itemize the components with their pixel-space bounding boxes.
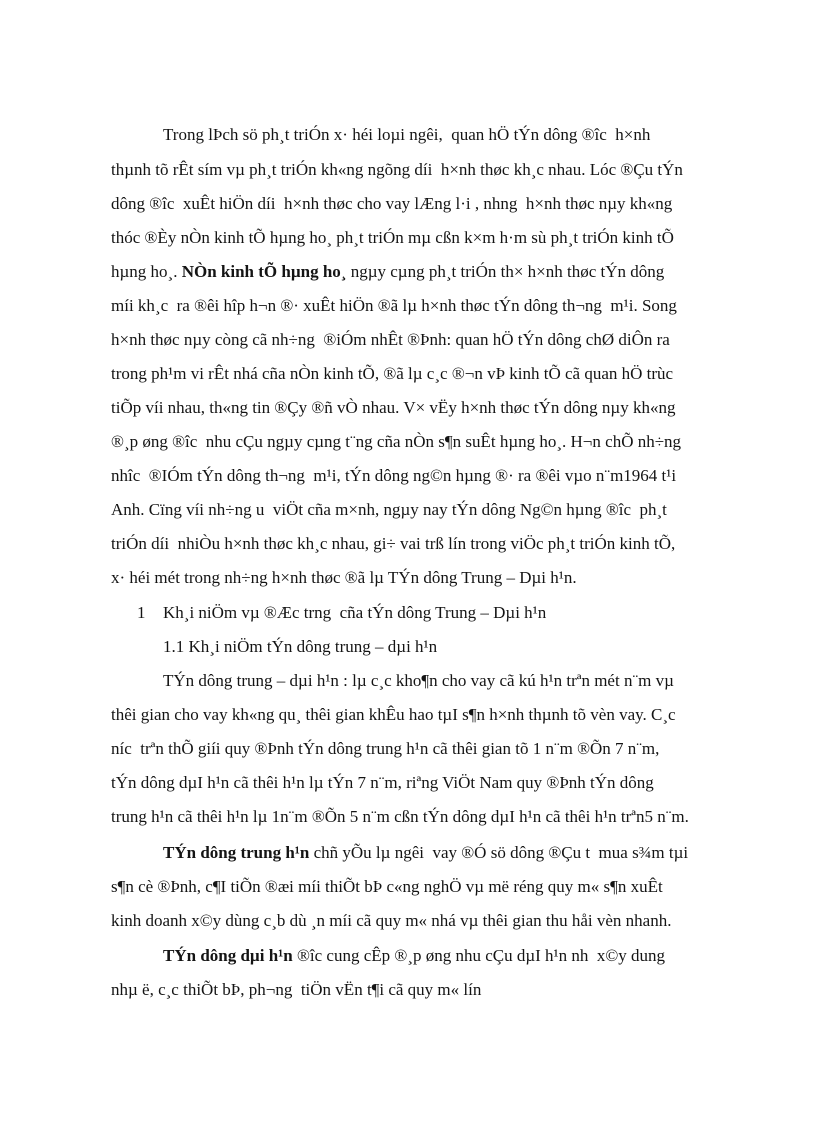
paragraph-line: triÓn díi nhiÒu h×nh thøc kh¸c nhau, gi÷ vai trß lín trong viÖc ph¸t triÓn kinh tÕ, — [111, 534, 676, 553]
paragraph-line: s¶n cè ®Þnh, c¶I tiÕn ®æi míi thiÕt bÞ c«ng nghÖ vµ më réng quy m« s¶n xuÊt — [111, 877, 663, 896]
paragraph-line: thµnh tõ rÊt sím vµ ph¸t triÓn kh«ng ngõng díi h×nh thøc kh¸c nhau. Lóc ®Çu tÝn — [111, 160, 683, 179]
bold-term: TÝn dông dµi h¹n — [163, 946, 293, 965]
paragraph-line: Trong lÞch sö ph¸t triÓn x· héi loµi ngêi, quan hÖ tÝn dông ®îc h×nh — [163, 125, 651, 144]
paragraph-line: tÝn dông dµI h¹n cã thêi h¹n lµ tÝn 7 n¨m, riªng ViÖt Nam quy ®Þnh tÝn dông — [111, 773, 654, 792]
paragraph-line — [111, 262, 664, 282]
text-run: ®îc cung cÊp ®¸p øng nhu cÇu dµI h¹n nh x©y dung — [292, 946, 666, 965]
text-run: chñ yÕu lµ ngêi vay ®Ó sö dông ®Çu t mua s¾m tµi — [309, 843, 689, 862]
text-run: ngµy cµng ph¸t triÓn th× h×nh thøc tÝn dông — [346, 262, 665, 281]
subsection-heading: 1.1 Kh¸i niÖm tÝn dông trung – dµi h¹n — [163, 637, 438, 656]
paragraph-line — [163, 843, 688, 863]
paragraph-line: kinh doanh x©y dùng c¸b dù ¸n míi cã quy m« nhá vµ thêi gian thu håi vèn nhanh. — [111, 911, 672, 930]
paragraph-line — [163, 946, 665, 966]
paragraph-line: thóc ®Èy nÒn kinh tÕ hµng ho¸ ph¸t triÓn mµ cßn k×m h·m sù ph¸t triÓn kinh tÕ — [111, 228, 674, 247]
section-heading-number: 1 — [137, 603, 146, 622]
paragraph-line: trong ph¹m vi rÊt nhá cña nÒn kinh tÕ, ®ã lµ c¸c ®¬n vÞ kinh tÕ cã quan hÖ trùc — [111, 364, 674, 383]
bold-term: TÝn dông trung h¹n — [163, 843, 310, 862]
paragraph-line: tiÕp víi nhau, th«ng tin ®Çy ®ñ vÒ nhau. V× vËy h×nh thøc tÝn dông nµy kh«ng — [111, 398, 676, 417]
paragraph-line: x· héi mét trong nh÷ng h×nh thøc ®ã lµ TÝn dông Trung – Dµi h¹n. — [111, 568, 577, 587]
paragraph-line: dông ®îc xuÊt hiÖn díi h×nh thøc cho vay lÆng l·i , nhng h×nh thøc nµy kh«ng — [111, 194, 673, 213]
paragraph-line: ®¸p øng ®îc nhu cÇu ngµy cµng t¨ng cña nÒn s¶n suÊt hµng ho¸. H¬n chÕ nh÷ng — [111, 432, 682, 451]
paragraph-line: Anh. Cïng víi nh÷ng u viÖt cña m×nh, ngµy nay tÝn dông Ng©n hµng ®îc ph¸t — [111, 500, 667, 519]
paragraph-line: níc trªn thÕ giíi quy ®Þnh tÝn dông trung h¹n cã thêi gian tõ 1 n¨m ®Õn 7 n¨m, — [111, 739, 660, 758]
paragraph-line: h×nh thøc nµy còng cã nh÷ng ®iÓm nhÊt ®Þnh: quan hÖ tÝn dông chØ diÔn ra — [111, 330, 670, 349]
paragraph-line: thêi gian cho vay kh«ng qu¸ thêi gian khÊu hao tµI s¶n h×nh thµnh tõ vèn vay. C¸c — [111, 705, 676, 724]
paragraph-line: nhîc ®IÓm tÝn dông th¬ng m¹i, tÝn dông ng©n hµng ®· ra ®êi vµo n¨m1964 t¹i — [111, 466, 677, 485]
section-heading: Kh¸i niÖm vµ ®Æc trng cña tÝn dông Trung – Dµi h¹n — [163, 603, 547, 622]
paragraph-line: míi kh¸c ra ®êi hîp h¬n ®· xuÊt hiÖn ®ã lµ h×nh thøc tÝn dông th¬ng m¹i. Song — [111, 296, 677, 315]
text-run: hµng ho¸. — [111, 262, 182, 281]
paragraph-line: nhµ ë, c¸c thiÕt bÞ, ph¬ng tiÖn vËn t¶i cã quy m« lín — [111, 980, 482, 999]
paragraph-line: TÝn dông trung – dµi h¹n : lµ c¸c kho¶n cho vay cã kú h¹n trªn mét n¨m vµ — [163, 671, 674, 690]
bold-term: NÒn kinh tÕ hµng ho¸ — [181, 262, 347, 281]
paragraph-line: trung h¹n cã thêi h¹n lµ 1n¨m ®Õn 5 n¨m cßn tÝn dông dµI h¹n cã thêi h¹n trªn5 n¨m. — [111, 807, 689, 826]
